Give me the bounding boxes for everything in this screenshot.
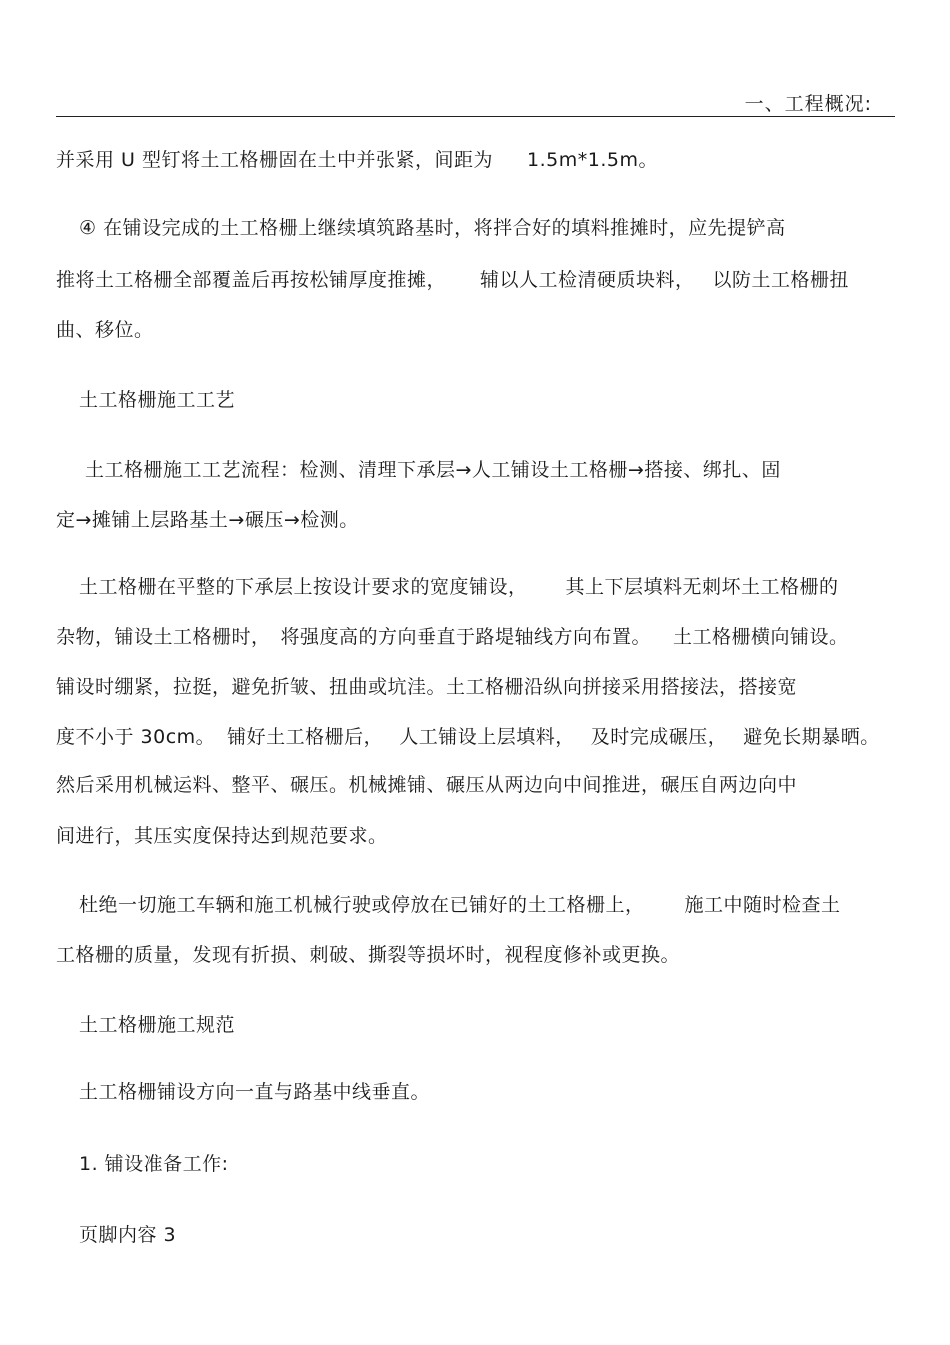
text-line xyxy=(79,575,839,599)
text-line xyxy=(85,458,781,482)
text-line xyxy=(56,824,388,848)
text-line xyxy=(56,318,154,342)
text-line xyxy=(56,773,797,797)
text-segment: 施工中随时检查土 xyxy=(684,894,841,916)
text-line xyxy=(79,1080,430,1104)
text-line xyxy=(56,508,359,532)
text-segment: 土工格栅施工工艺 xyxy=(79,389,236,411)
text-line xyxy=(56,725,880,749)
text-segment: 土工格栅施工工艺流程：检测、清理下承层→人工铺设土工格栅→搭接、绑扎、固 xyxy=(85,459,781,481)
text-line xyxy=(79,893,841,917)
text-segment: 其上下层填料无刺坏土工格栅的 xyxy=(565,576,839,598)
text-segment: 间进行，其压实度保持达到规范要求。 xyxy=(56,825,388,847)
text-segment: 土工格栅施工规范 xyxy=(79,1014,236,1036)
text-segment: 推将土工格栅全部覆盖后再按松铺厚度推摊， xyxy=(56,269,447,291)
text-line xyxy=(56,625,849,649)
text-segment: 人工铺设上层填料， xyxy=(399,726,575,748)
text-segment: 土工格栅在平整的下承层上按设计要求的宽度铺设， xyxy=(79,576,528,598)
text-segment: 曲、移位。 xyxy=(56,319,154,341)
text-line xyxy=(56,268,849,292)
text-segment: 以防土工格栅扭 xyxy=(712,269,850,291)
text-segment: 铺设时绷紧，拉挺，避免折皱、扭曲或坑洼。土工格栅沿纵向拼接采用搭接法，搭接宽 xyxy=(56,676,798,698)
text-segment: 辅以人工检清硬质块料， xyxy=(480,269,695,291)
text-segment: 定→摊铺上层路基土→碾压→检测。 xyxy=(56,509,359,531)
text-segment: 度不小于 30cm。 xyxy=(56,726,216,748)
text-line xyxy=(56,675,797,699)
text-segment: 然后采用机械运料、整平、碾压。机械摊铺、碾压从两边向中间推进，碾压自两边向中 xyxy=(56,774,798,796)
text-segment: 将强度高的方向垂直于路堤轴线方向布置。 xyxy=(280,626,652,648)
text-segment: 工格栅的质量，发现有折损、刺破、撕裂等损坏时，视程度修补或更换。 xyxy=(56,944,681,966)
page-header-title: 一、工程概况: xyxy=(744,93,872,115)
text-segment: 土工格栅横向铺设。 xyxy=(673,626,849,648)
text-segment: 并采用 U 型钉将土工格栅固在土中并张紧，间距为 xyxy=(56,149,493,171)
section-heading xyxy=(79,1013,235,1037)
text-segment: 及时完成碾压， xyxy=(590,726,728,748)
text-segment: 1. 铺设准备工作: xyxy=(79,1153,229,1175)
text-segment: 杜绝一切施工车辆和施工机械行驶或停放在已铺好的土工格栅上， xyxy=(79,894,645,916)
text-line xyxy=(56,943,680,967)
text-segment: 避免长期暴晒。 xyxy=(743,726,880,748)
page-footer: 页脚内容 3 xyxy=(79,1224,177,1246)
text-segment: 土工格栅铺设方向一直与路基中线垂直。 xyxy=(79,1081,431,1103)
text-line xyxy=(79,216,786,240)
section-heading xyxy=(79,388,235,412)
header-divider xyxy=(56,116,895,117)
text-segment: 铺好土工格栅后， xyxy=(227,726,384,748)
text-segment: 1.5m*1.5m。 xyxy=(527,149,658,171)
text-line xyxy=(56,148,658,172)
text-segment: ④ 在铺设完成的土工格栅上继续填筑路基时，将拌合好的填料推摊时，应先提铲高 xyxy=(79,217,786,239)
text-segment: 杂物，铺设土工格栅时， xyxy=(56,626,271,648)
numbered-heading xyxy=(79,1152,229,1176)
